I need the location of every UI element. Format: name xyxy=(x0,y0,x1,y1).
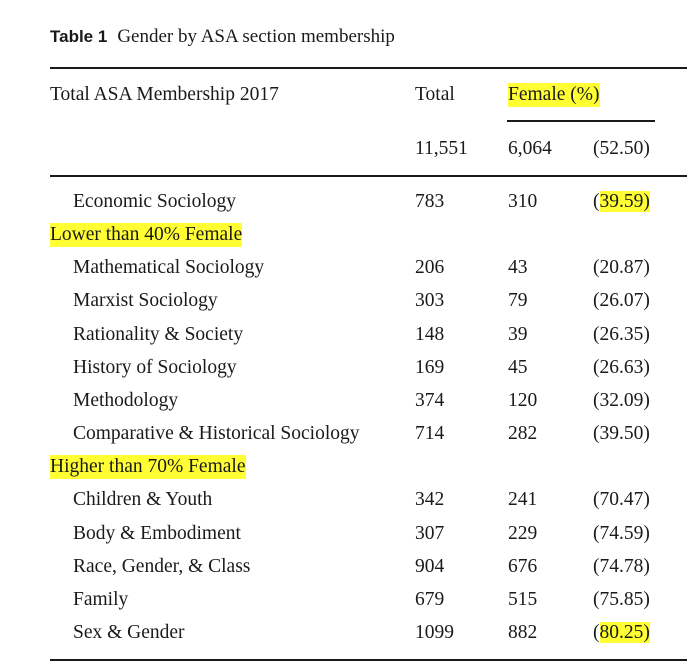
row-total: 1099 xyxy=(415,622,454,643)
row-pct: (39.59) xyxy=(593,191,650,212)
row-name: Methodology xyxy=(73,390,179,411)
row-female: 229 xyxy=(508,523,538,544)
total-female-pct: (52.50) xyxy=(593,138,650,159)
total-membership-count: 11,551 xyxy=(415,138,468,159)
header-female: Female (%) xyxy=(508,84,600,105)
header-total: Total xyxy=(415,84,455,105)
row-name: History of Sociology xyxy=(73,357,237,378)
top-rule xyxy=(50,67,687,69)
row-pct: (39.50) xyxy=(593,423,650,444)
header-rule xyxy=(50,175,687,177)
bottom-rule xyxy=(50,659,687,661)
row-female: 120 xyxy=(508,390,538,411)
row-female: 282 xyxy=(508,423,538,444)
row-total: 374 xyxy=(415,390,445,411)
header-row-label: Total ASA Membership 2017 xyxy=(50,84,279,105)
row-total: 148 xyxy=(415,324,445,345)
row-pct: (20.87) xyxy=(593,257,650,278)
row-female: 43 xyxy=(508,257,528,278)
row-pct: (74.59) xyxy=(593,523,650,544)
row-female: 882 xyxy=(508,622,538,643)
total-female-count: 6,064 xyxy=(508,138,552,159)
row-pct-value: 39.59) xyxy=(599,191,650,212)
row-total: 206 xyxy=(415,257,445,278)
row-name: Mathematical Sociology xyxy=(73,257,265,278)
table-label: Table 1 xyxy=(50,27,108,46)
row-female: 45 xyxy=(508,357,528,378)
group-label-high: Higher than 70% Female xyxy=(50,456,246,477)
table-title: Gender by ASA section membership xyxy=(117,26,395,47)
row-total: 169 xyxy=(415,357,445,378)
row-female: 515 xyxy=(508,589,538,610)
row-name: Comparative & Historical Sociology xyxy=(73,423,360,444)
row-total: 342 xyxy=(415,489,445,510)
female-subrule xyxy=(507,120,655,122)
row-name: Marxist Sociology xyxy=(73,290,218,311)
row-pct-value: 80.25) xyxy=(599,622,650,643)
table-caption xyxy=(50,26,395,48)
row-female: 676 xyxy=(508,556,538,577)
row-total: 679 xyxy=(415,589,445,610)
row-total: 714 xyxy=(415,423,445,444)
row-pct: (80.25) xyxy=(593,622,650,643)
row-total: 904 xyxy=(415,556,445,577)
row-name: Family xyxy=(73,589,129,610)
row-pct: (26.63) xyxy=(593,357,650,378)
row-name: Sex & Gender xyxy=(73,622,185,643)
row-name: Race, Gender, & Class xyxy=(73,556,251,577)
row-name: Rationality & Society xyxy=(73,324,244,345)
row-name: Body & Embodiment xyxy=(73,523,241,544)
group-label-low: Lower than 40% Female xyxy=(50,224,243,245)
row-female: 310 xyxy=(508,191,538,212)
row-pct: (32.09) xyxy=(593,390,650,411)
row-female: 79 xyxy=(508,290,528,311)
row-pct: (70.47) xyxy=(593,489,650,510)
row-name: Children & Youth xyxy=(73,489,213,510)
row-total: 307 xyxy=(415,523,445,544)
row-female: 39 xyxy=(508,324,528,345)
row-pct: (74.78) xyxy=(593,556,650,577)
row-name: Economic Sociology xyxy=(73,191,237,212)
row-total: 303 xyxy=(415,290,445,311)
row-pct: (26.35) xyxy=(593,324,650,345)
row-total: 783 xyxy=(415,191,445,212)
row-pct: (26.07) xyxy=(593,290,650,311)
row-pct: (75.85) xyxy=(593,589,650,610)
row-female: 241 xyxy=(508,489,538,510)
